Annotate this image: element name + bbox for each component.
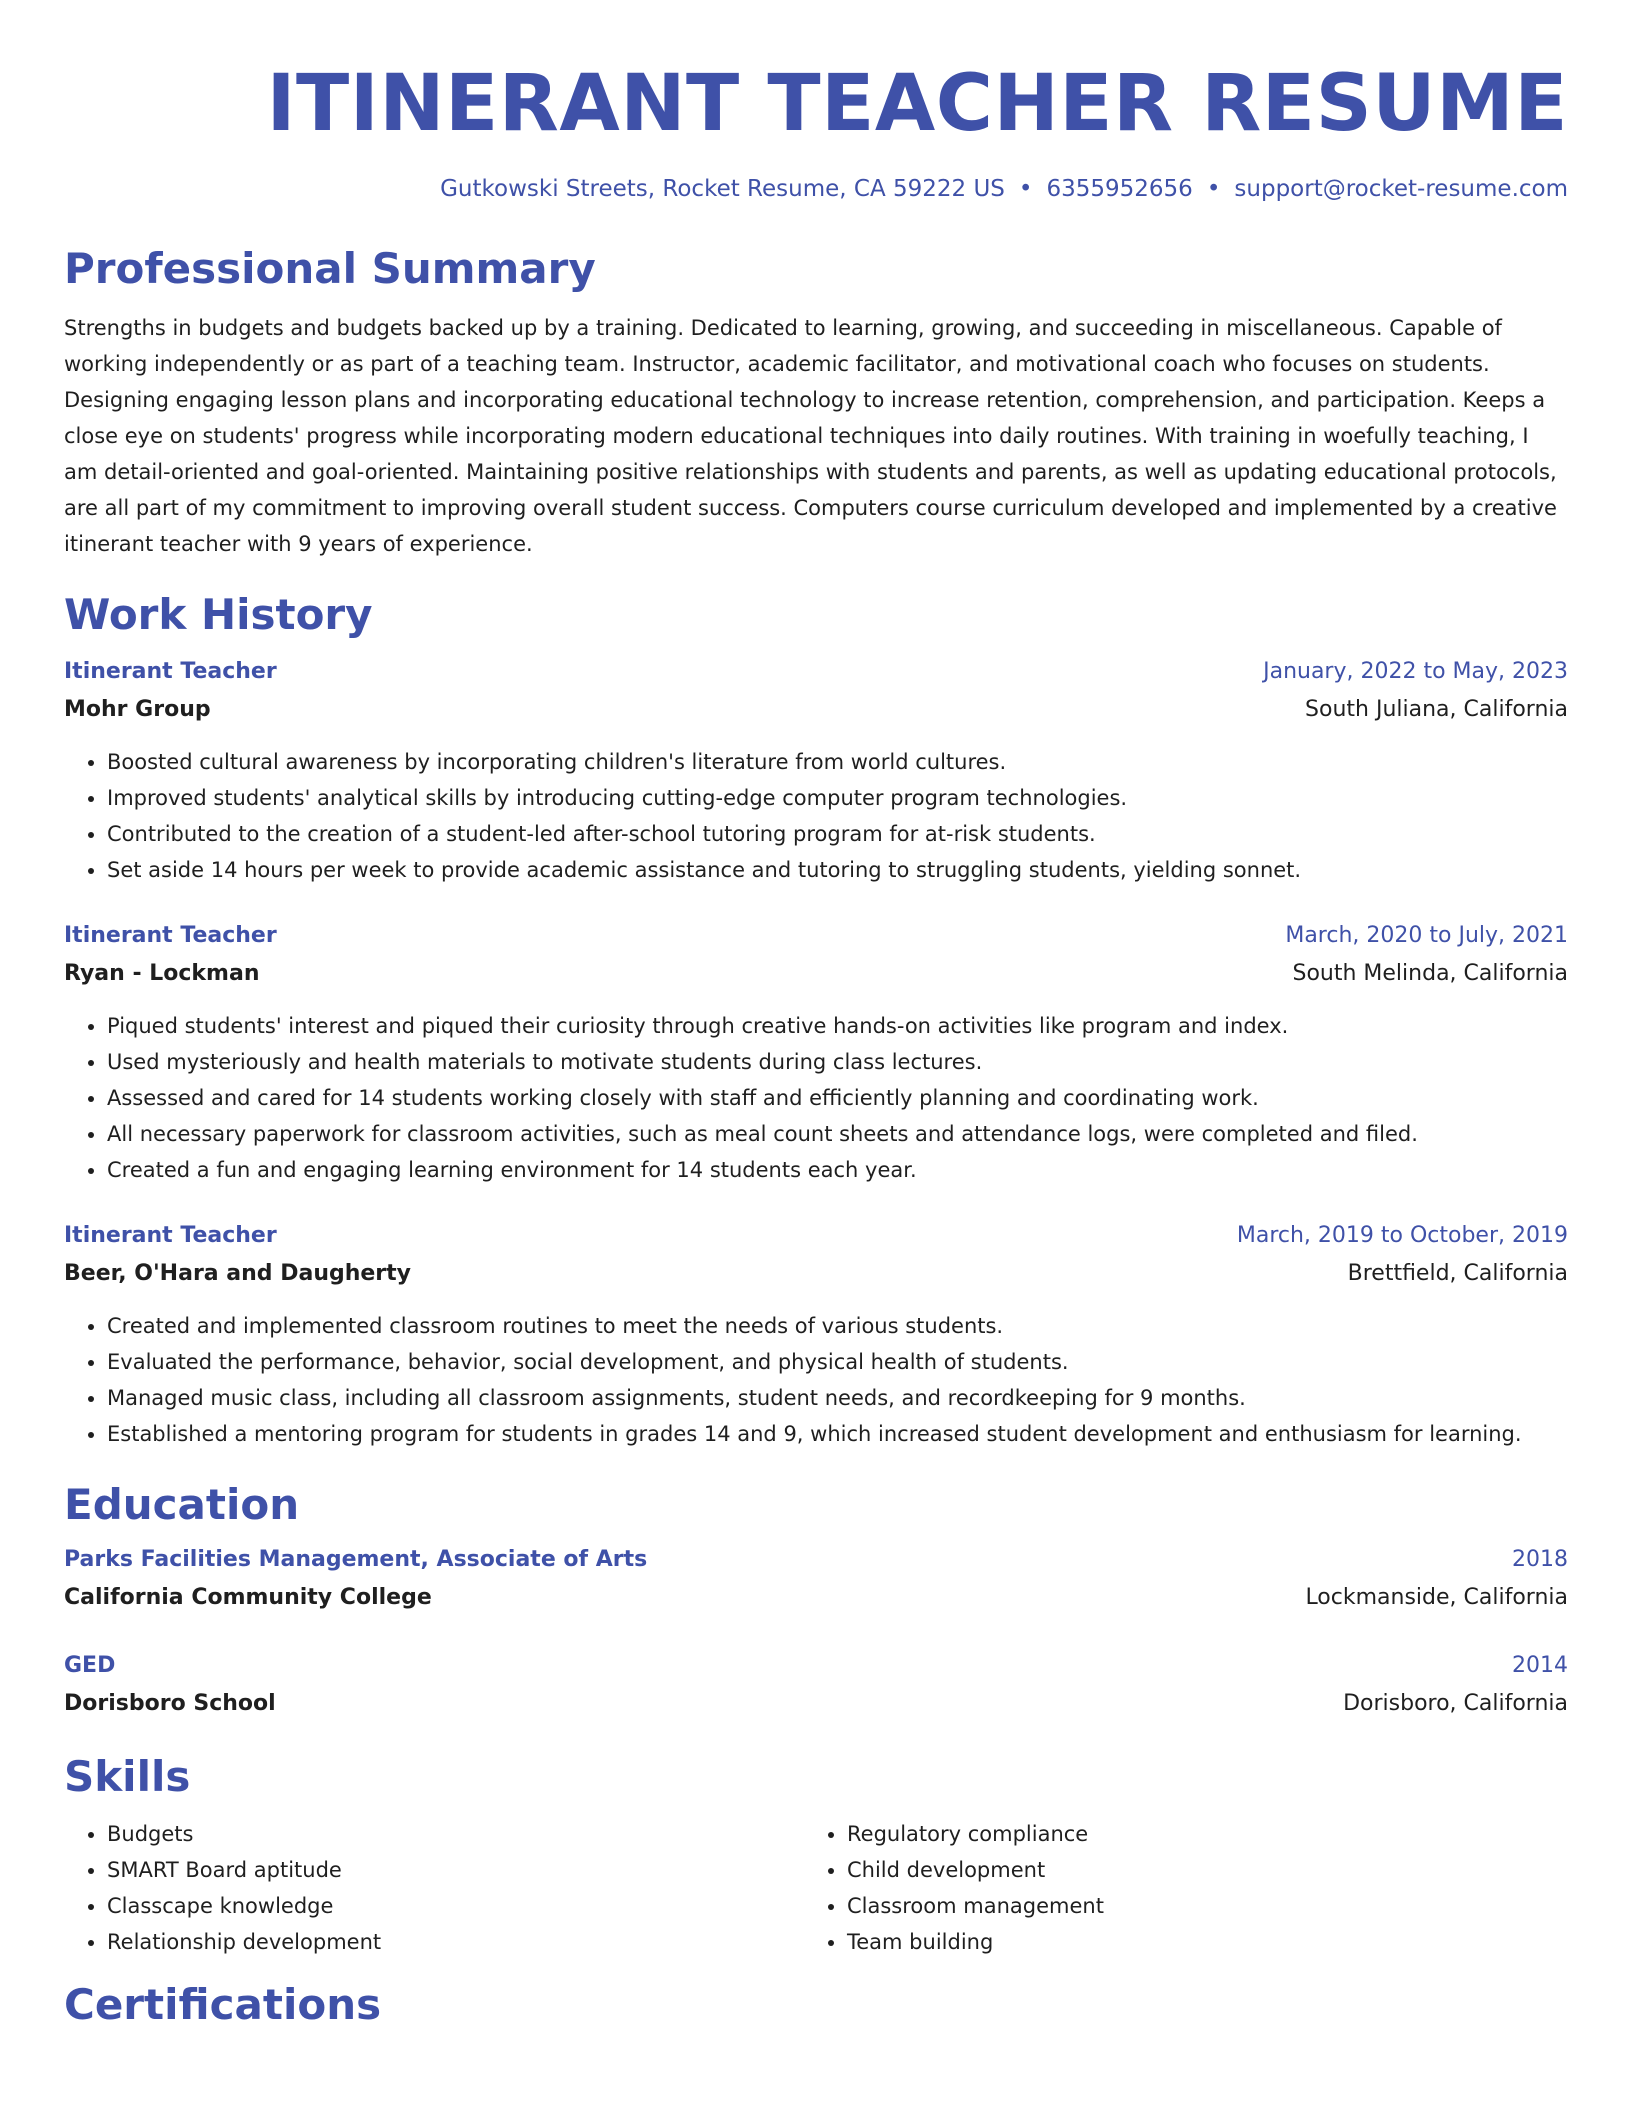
education-location: Lockmanside, California <box>1305 1585 1568 1610</box>
certifications-heading: Certifications <box>64 1980 382 2029</box>
education-year: 2018 <box>1512 1547 1568 1572</box>
job-dates: January, 2022 to May, 2023 <box>1263 659 1568 684</box>
job-location: Brettfield, California <box>1347 1261 1568 1286</box>
job-employer: Ryan - Lockman <box>64 961 260 986</box>
skills-column-right <box>804 1816 1544 1960</box>
education-school: California Community College <box>64 1585 432 1610</box>
job-bullet: • Piqued students' interest and piqued their curiosity through creative hands-on activities like program and index. <box>107 1008 1568 1044</box>
skill-item: • Budgets <box>107 1816 804 1852</box>
education-entry <box>64 1542 1568 1618</box>
skill-item: • Classroom management <box>847 1888 1544 1924</box>
job-bullets <box>64 1008 1568 1188</box>
skill-item: • Regulatory compliance <box>847 1816 1544 1852</box>
job-bullet: • Assessed and cared for 14 students working closely with staff and efficiently planning and coordinating work. <box>107 1080 1568 1116</box>
education-location: Dorisboro, California <box>1343 1691 1568 1716</box>
job-bullet: • Improved students' analytical skills by introducing cutting-edge computer program technologies. <box>107 780 1568 816</box>
job-dates: March, 2020 to July, 2021 <box>1285 923 1568 948</box>
skill-item: • SMART Board aptitude <box>107 1852 804 1888</box>
skills-list <box>64 1816 1568 1960</box>
job-role: Itinerant Teacher <box>64 659 277 684</box>
job-role: Itinerant Teacher <box>64 923 277 948</box>
job-bullet: • Created a fun and engaging learning environment for 14 students each year. <box>107 1152 1568 1188</box>
resume-title: ITINERANT TEACHER RESUME <box>266 59 1568 149</box>
job-bullet: • Boosted cultural awareness by incorporating children's literature from world cultures. <box>107 744 1568 780</box>
education-school: Dorisboro School <box>64 1691 276 1716</box>
skill-item: • Child development <box>847 1852 1544 1888</box>
skills-column-left <box>64 1816 804 1960</box>
summary-text: Strengths in budgets and budgets backed up by a training. Dedicated to learning, growing, and succeeding in miscellaneous. Capable of working independently or as part of a teaching team. Instructor, academic facilitator, and motivational coach who focuses on students. Designing engaging lesson plans and incorporating educational technology to increase retention, comprehension, and participation. Keeps a close eye on students' progress while incorporating modern educational techniques into daily routines. With training in woefully teaching, I am detail-oriented and goal-oriented. Maintaining positive relationships with students and parents, as well as updating educational protocols, are all part of my commitment to improving overall student success. Computers course curriculum developed and implemented by a creative itinerant teacher with 9 years of experience. <box>64 316 1557 556</box>
summary-heading: Professional Summary <box>64 244 596 293</box>
resume-content <box>64 0 1568 2030</box>
job-location: South Juliana, California <box>1305 697 1568 722</box>
work-history-heading: Work History <box>64 590 373 639</box>
contact-address: Gutkowski Streets, Rocket Resume, CA 59222 US <box>440 176 1005 202</box>
job-location: South Melinda, California <box>1292 961 1568 986</box>
education-degree: Parks Facilities Management, Associate of Arts <box>64 1547 648 1572</box>
job-bullet: • Contributed to the creation of a student-led after-school tutoring program for at-risk students. <box>107 816 1568 852</box>
skill-item: • Relationship development <box>107 1924 804 1960</box>
job-employer: Beer, O'Hara and Daugherty <box>64 1261 412 1286</box>
education-heading: Education <box>64 1480 300 1529</box>
contact-line <box>64 174 1568 204</box>
contact-phone: 6355952656 <box>1046 176 1193 202</box>
skills-heading: Skills <box>64 1752 191 1801</box>
job-bullet: • Created and implemented classroom routines to meet the needs of various students. <box>107 1308 1568 1344</box>
skill-item: • Team building <box>847 1924 1544 1960</box>
job-bullet: • All necessary paperwork for classroom activities, such as meal count sheets and attendance logs, were completed and filed. <box>107 1116 1568 1152</box>
contact-separator: • <box>1206 176 1221 202</box>
job-bullet: • Evaluated the performance, behavior, social development, and physical health of students. <box>107 1344 1568 1380</box>
education-degree: GED <box>64 1653 116 1678</box>
job-bullets <box>64 1308 1568 1452</box>
job-entry <box>64 918 1568 1188</box>
contact-email: support@rocket-resume.com <box>1234 176 1568 202</box>
job-role: Itinerant Teacher <box>64 1223 277 1248</box>
skill-item: • Classcape knowledge <box>107 1888 804 1924</box>
job-bullet: • Set aside 14 hours per week to provide academic assistance and tutoring to struggling students, yielding sonnet. <box>107 852 1568 888</box>
job-dates: March, 2019 to October, 2019 <box>1236 1223 1568 1248</box>
job-employer: Mohr Group <box>64 697 211 722</box>
job-bullet: • Used mysteriously and health materials to motivate students during class lectures. <box>107 1044 1568 1080</box>
contact-separator: • <box>1018 176 1033 202</box>
job-bullets <box>64 744 1568 888</box>
education-year: 2014 <box>1512 1653 1568 1678</box>
job-bullet: • Established a mentoring program for students in grades 14 and 9, which increased student development and enthusiasm for learning. <box>107 1416 1568 1452</box>
job-entry <box>64 1218 1568 1452</box>
education-entry <box>64 1648 1568 1724</box>
job-bullet: • Managed music class, including all classroom assignments, student needs, and recordkeeping for 9 months. <box>107 1380 1568 1416</box>
job-entry <box>64 654 1568 888</box>
